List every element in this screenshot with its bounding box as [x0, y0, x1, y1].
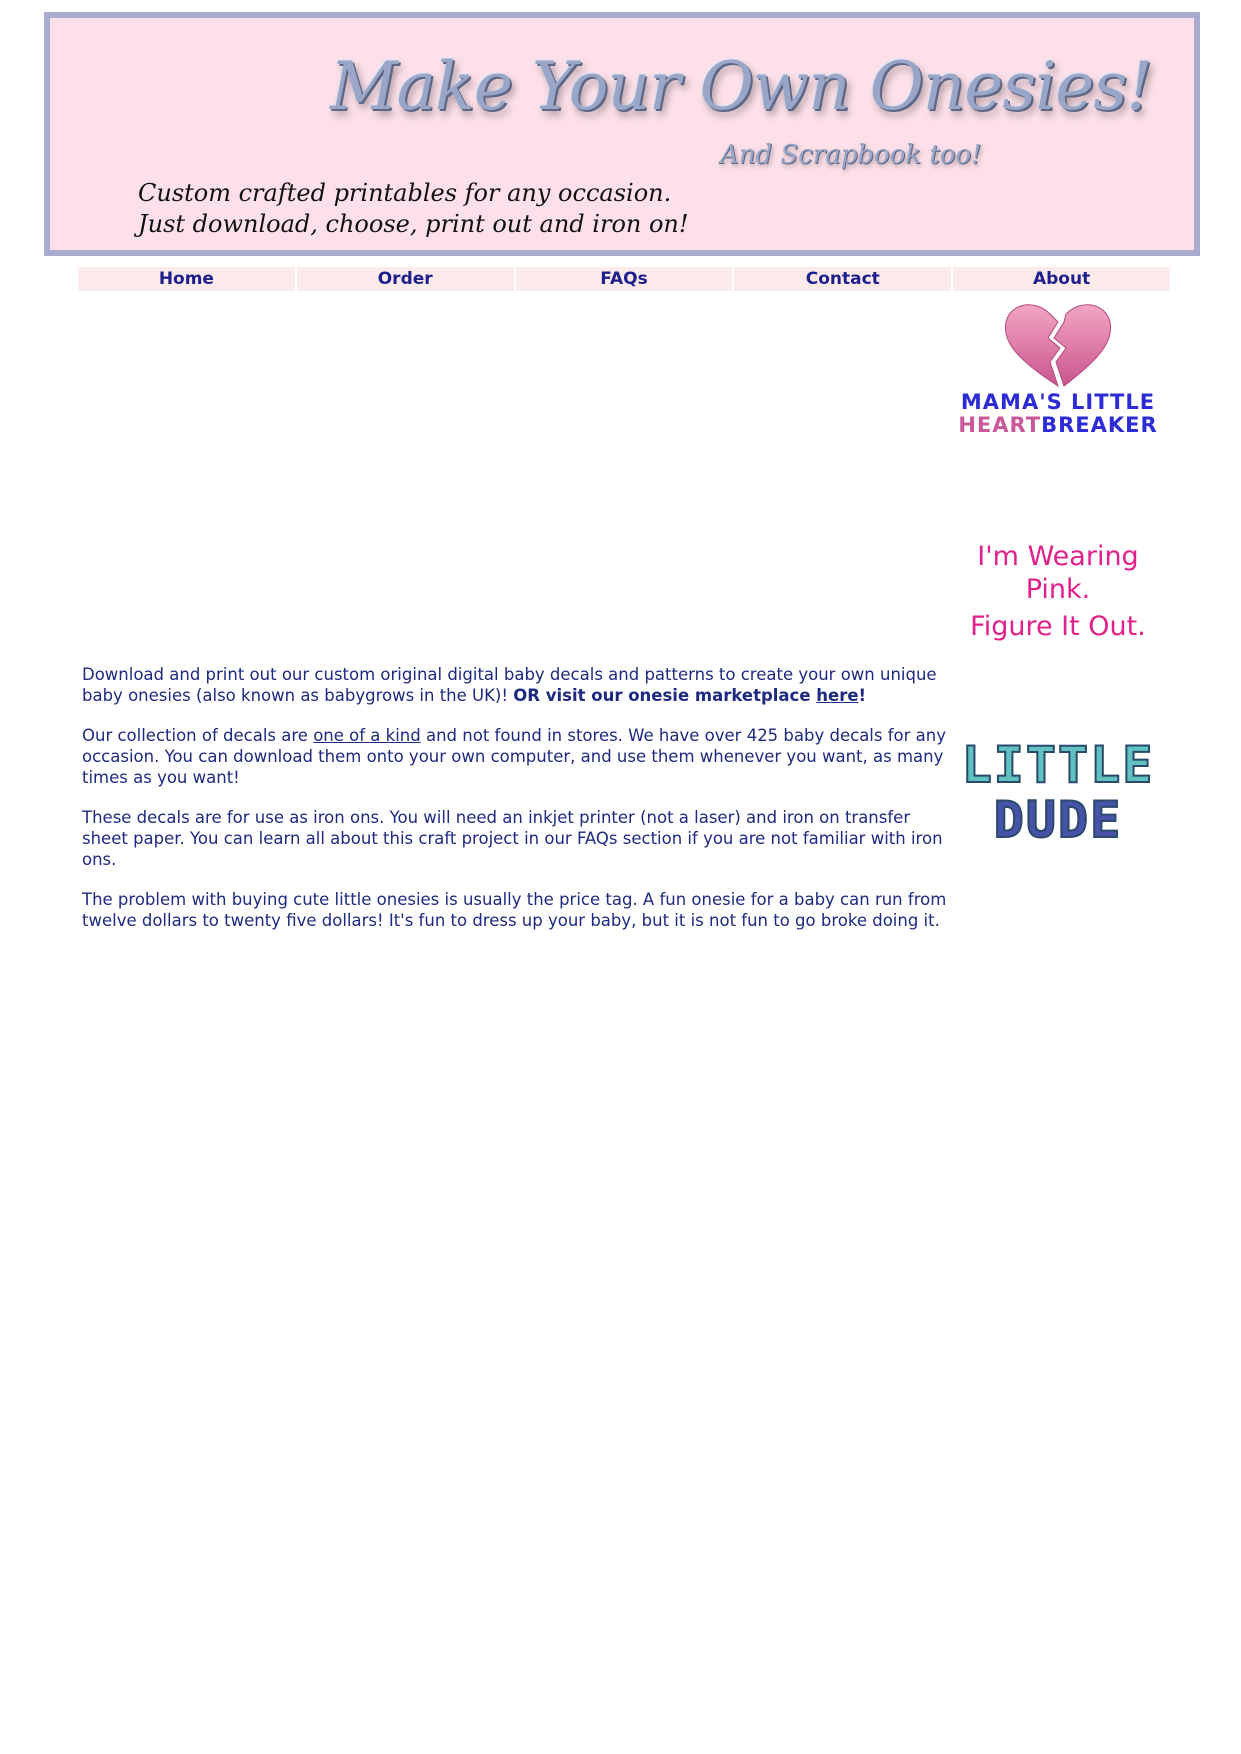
one-of-a-kind-text: one of a kind: [313, 726, 421, 745]
collection-text-after: and not found in stores. We have over 425 baby decals for any occasion. You can download them onto your own computer, and use them whenever you want, as many times as you want!: [82, 726, 946, 787]
nav-order[interactable]: Order: [297, 267, 514, 291]
broken-heart-icon: [998, 300, 1118, 390]
iron-on-paragraph: These decals are for use as iron ons. You will need an inkjet printer (not a laser) and iron on transfer sheet paper. You can learn all about this craft project in our FAQs section if you are not familiar with iron ons.: [82, 808, 943, 869]
heartbreaker-heart-word: HEART: [958, 413, 1042, 437]
price-paragraph: The problem with buying cute little onesies is usually the price tag. A fun onesie for a baby can run from twelve dollars to twenty five dollars! It's fun to dress up your baby, but it is not fun to go broke doing it.: [82, 890, 947, 930]
main-content: [82, 664, 952, 950]
nav-home[interactable]: Home: [78, 267, 295, 291]
tagline-line-1: Custom crafted printables for any occasion.: [138, 179, 672, 207]
header-banner: [44, 12, 1200, 256]
site-tagline: [138, 178, 689, 240]
site-subtitle: And Scrapbook too!: [720, 140, 982, 170]
heartbreaker-line-2: [958, 413, 1158, 437]
wearing-pink-line-3: Figure It Out.: [970, 611, 1146, 642]
nav-about[interactable]: About: [953, 267, 1170, 291]
collection-paragraph: [82, 725, 952, 788]
heartbreaker-breaker-word: BREAKER: [1041, 413, 1158, 437]
collection-text-before: Our collection of decals are: [82, 726, 314, 745]
little-dude-line-1: LITTLE: [961, 736, 1155, 794]
wearing-pink-line-2: Pink.: [1025, 574, 1091, 605]
marketplace-link[interactable]: here: [816, 686, 859, 705]
tagline-line-2: Just download, choose, print out and iron on!: [138, 210, 689, 238]
decal-little-dude: [958, 738, 1158, 848]
wearing-pink-line-1: I'm Wearing: [977, 541, 1139, 572]
marketplace-callout-end: !: [858, 686, 867, 705]
site-title: Make Your Own Onesies!: [330, 48, 1152, 125]
marketplace-callout: OR visit our onesie marketplace: [513, 686, 817, 705]
intro-text: Download and print out our custom original digital baby decals and patterns to create your own unique baby onesies (also known as babygrows in the UK)!: [82, 665, 937, 705]
decal-wearing-pink: [958, 540, 1158, 640]
decal-heartbreaker: [958, 300, 1158, 440]
intro-paragraph: [82, 664, 952, 706]
main-nav: [78, 267, 1170, 291]
nav-faqs[interactable]: FAQs: [516, 267, 733, 291]
heartbreaker-line-1: MAMA'S LITTLE: [960, 390, 1156, 414]
little-dude-line-2: DUDE: [993, 791, 1123, 849]
nav-contact[interactable]: Contact: [734, 267, 951, 291]
